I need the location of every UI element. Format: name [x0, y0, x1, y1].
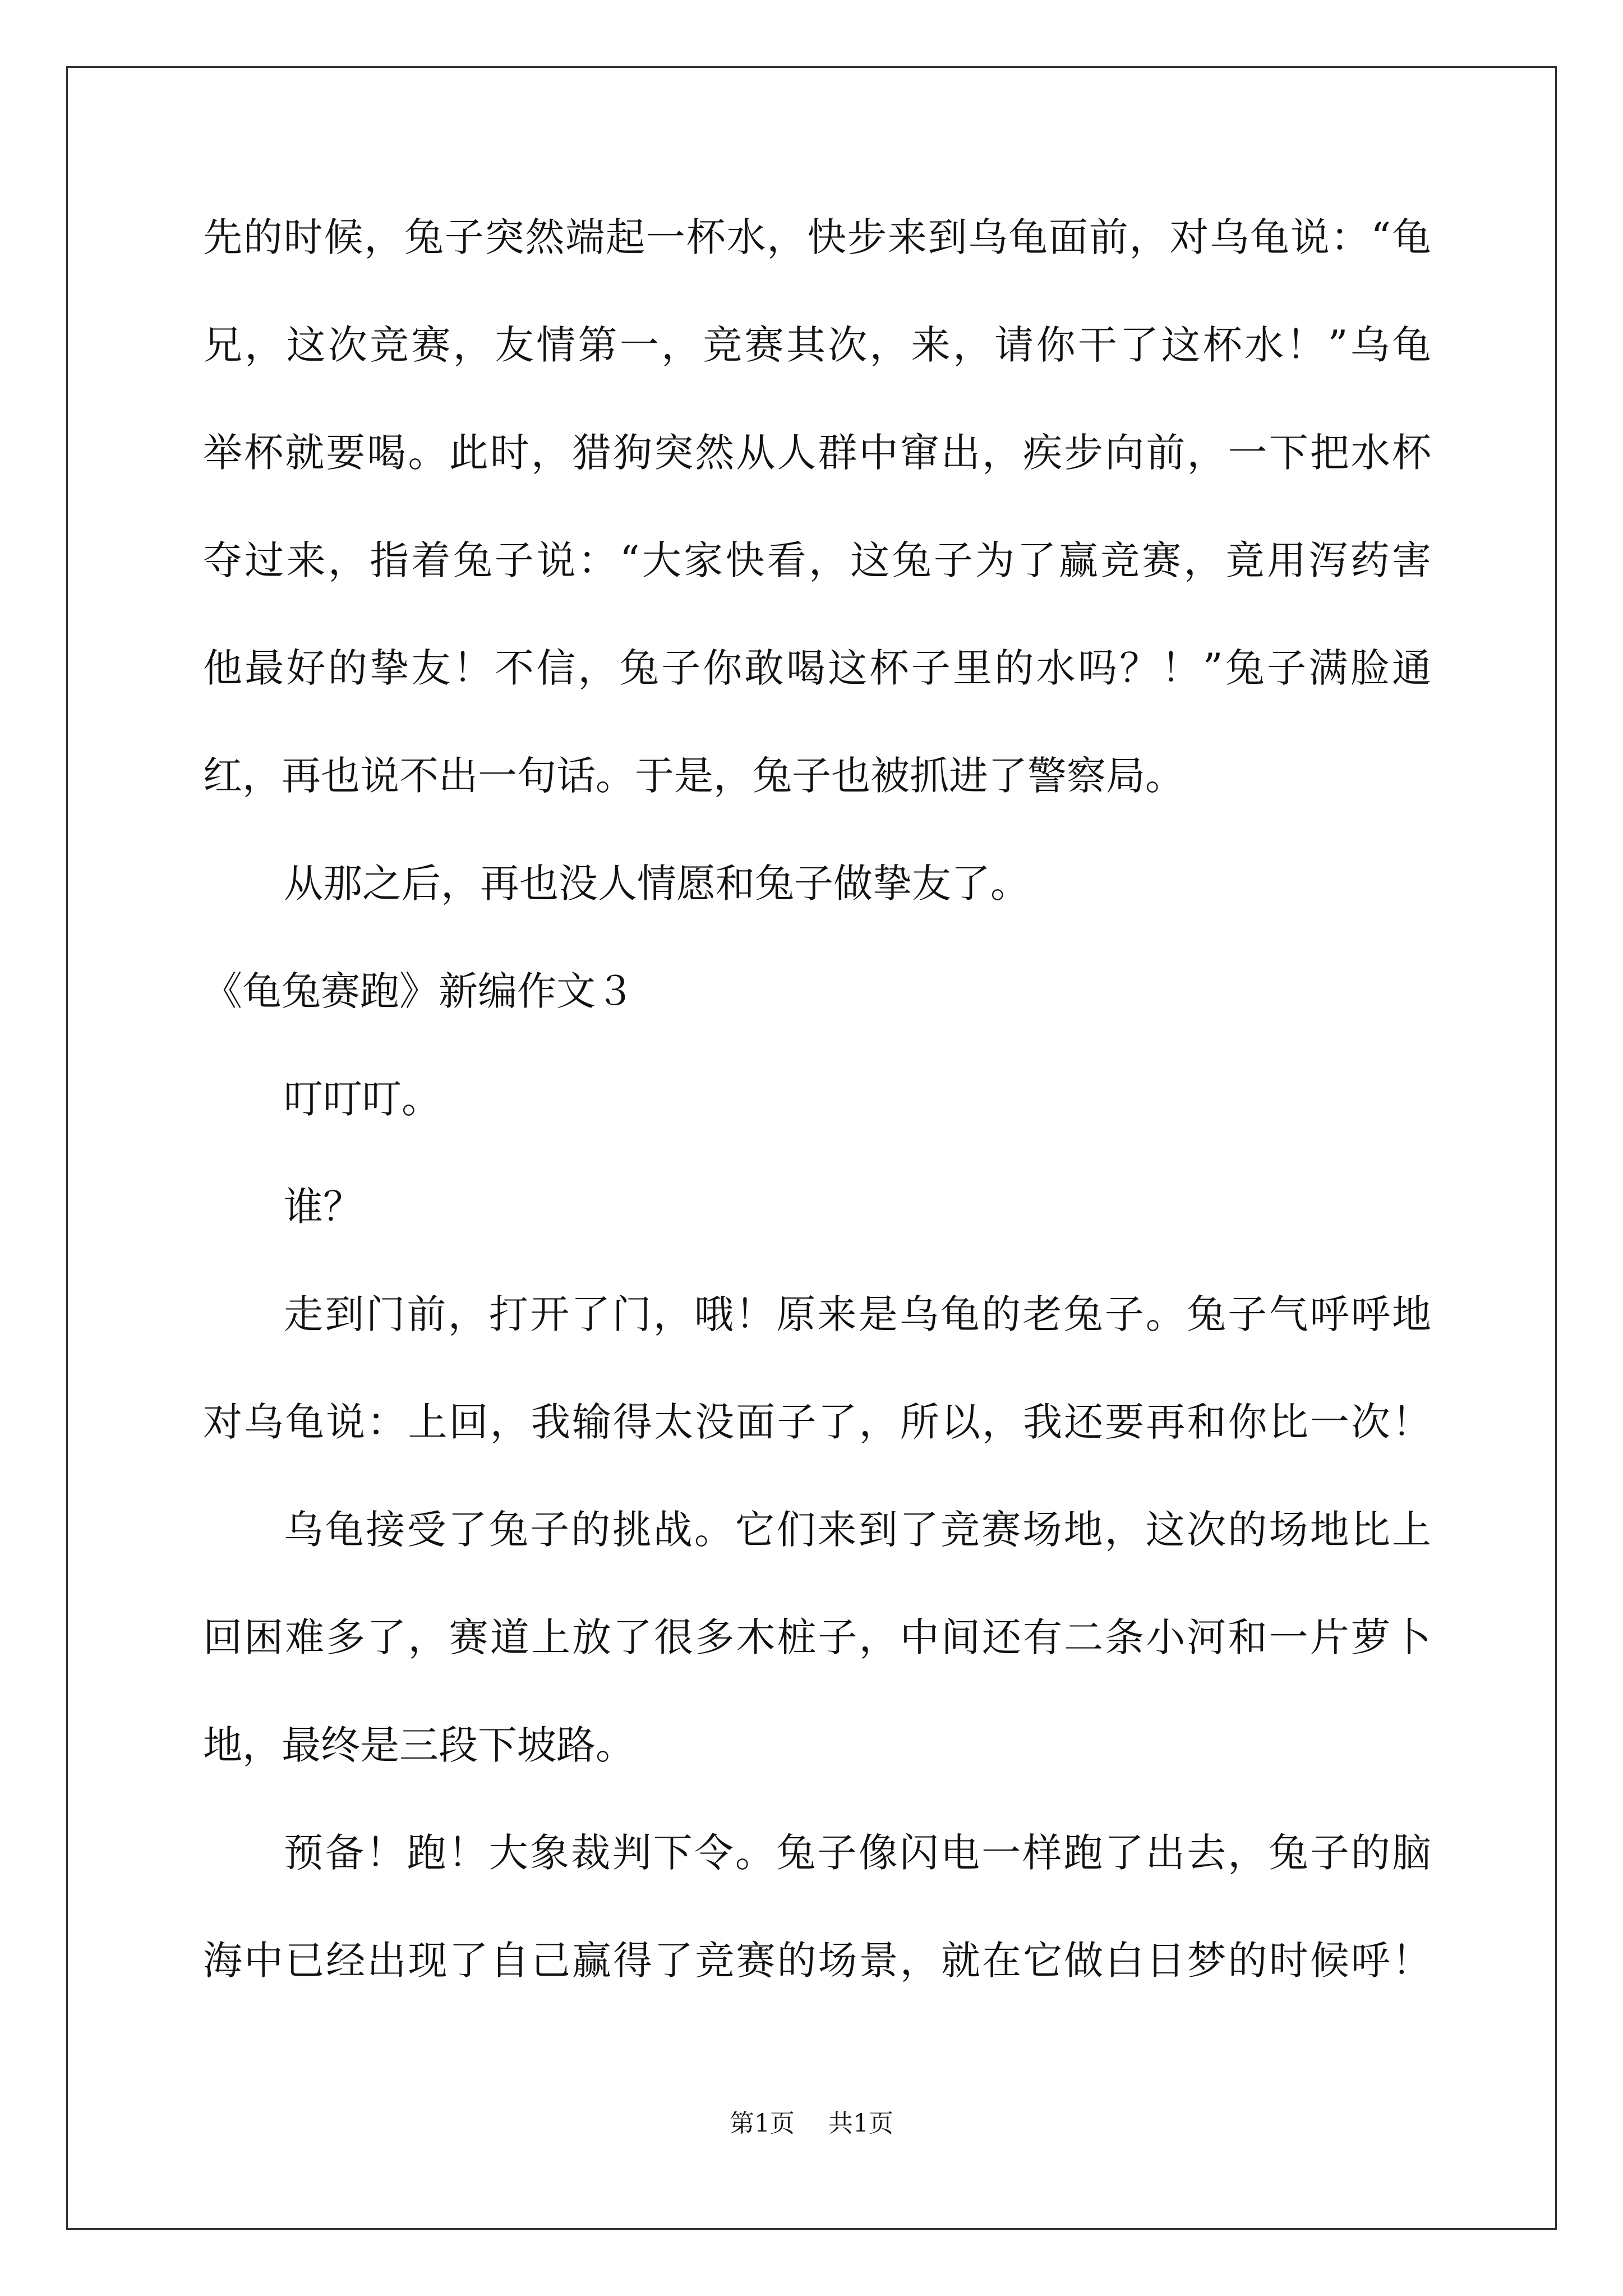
paragraph-line: 走到门前，打开了门，哦！原来是乌龟的老兔子。兔子气呼呼地 — [284, 1291, 1431, 1337]
paragraph-line: 乌龟接受了兔子的挑战。它们来到了竞赛场地，这次的场地比上 — [284, 1507, 1431, 1553]
text-line: 他最好的挚友！不信，兔子你敢喝这杯子里的水吗？！”兔子满脸通 — [203, 645, 1431, 691]
text-line: 回困难多了，赛道上放了很多木桩子，中间还有二条小河和一片萝卜 — [203, 1614, 1431, 1660]
paragraph-line: 叮叮叮。 — [284, 1076, 441, 1122]
text-line: 兄，这次竞赛，友情第一，竞赛其次，来，请你干了这杯水！”乌龟 — [203, 322, 1431, 368]
text-line: 海中已经出现了自己赢得了竞赛的场景，就在它做白日梦的时候呼！ — [203, 1938, 1431, 1984]
section-heading: 《龟兔赛跑》新编作文３ — [203, 968, 635, 1014]
paragraph-line: 从那之后，再也没人情愿和兔子做挚友了。 — [284, 861, 1030, 907]
text-line: 夺过来，指着兔子说：“大家快看，这兔子为了赢竞赛，竟用泻药害 — [203, 537, 1431, 583]
page-current-label: 第1页 — [730, 2109, 795, 2138]
text-line: 对乌龟说：上回，我输得太没面子了，所以，我还要再和你比一次！ — [203, 1399, 1431, 1445]
page-total-label: 共1页 — [828, 2109, 893, 2138]
text-line: 红，再也说不出一句话。于是，兔子也被抓进了警察局。 — [203, 753, 1184, 799]
page-border — [66, 66, 1557, 2230]
paragraph-line: 预备！跑！大象裁判下令。兔子像闪电一样跑了出去，兔子的脑 — [284, 1830, 1431, 1876]
text-line: 地，最终是三段下坡路。 — [203, 1722, 635, 1768]
paragraph-line: 谁？ — [284, 1184, 362, 1230]
text-line: 先的时候，兔子突然端起一杯水，快步来到乌龟面前，对乌龟说：“龟 — [203, 214, 1431, 260]
text-line: 举杯就要喝。此时，猎狗突然从人群中窜出，疾步向前，一下把水杯 — [203, 430, 1431, 476]
page-footer — [0, 2107, 1623, 2141]
